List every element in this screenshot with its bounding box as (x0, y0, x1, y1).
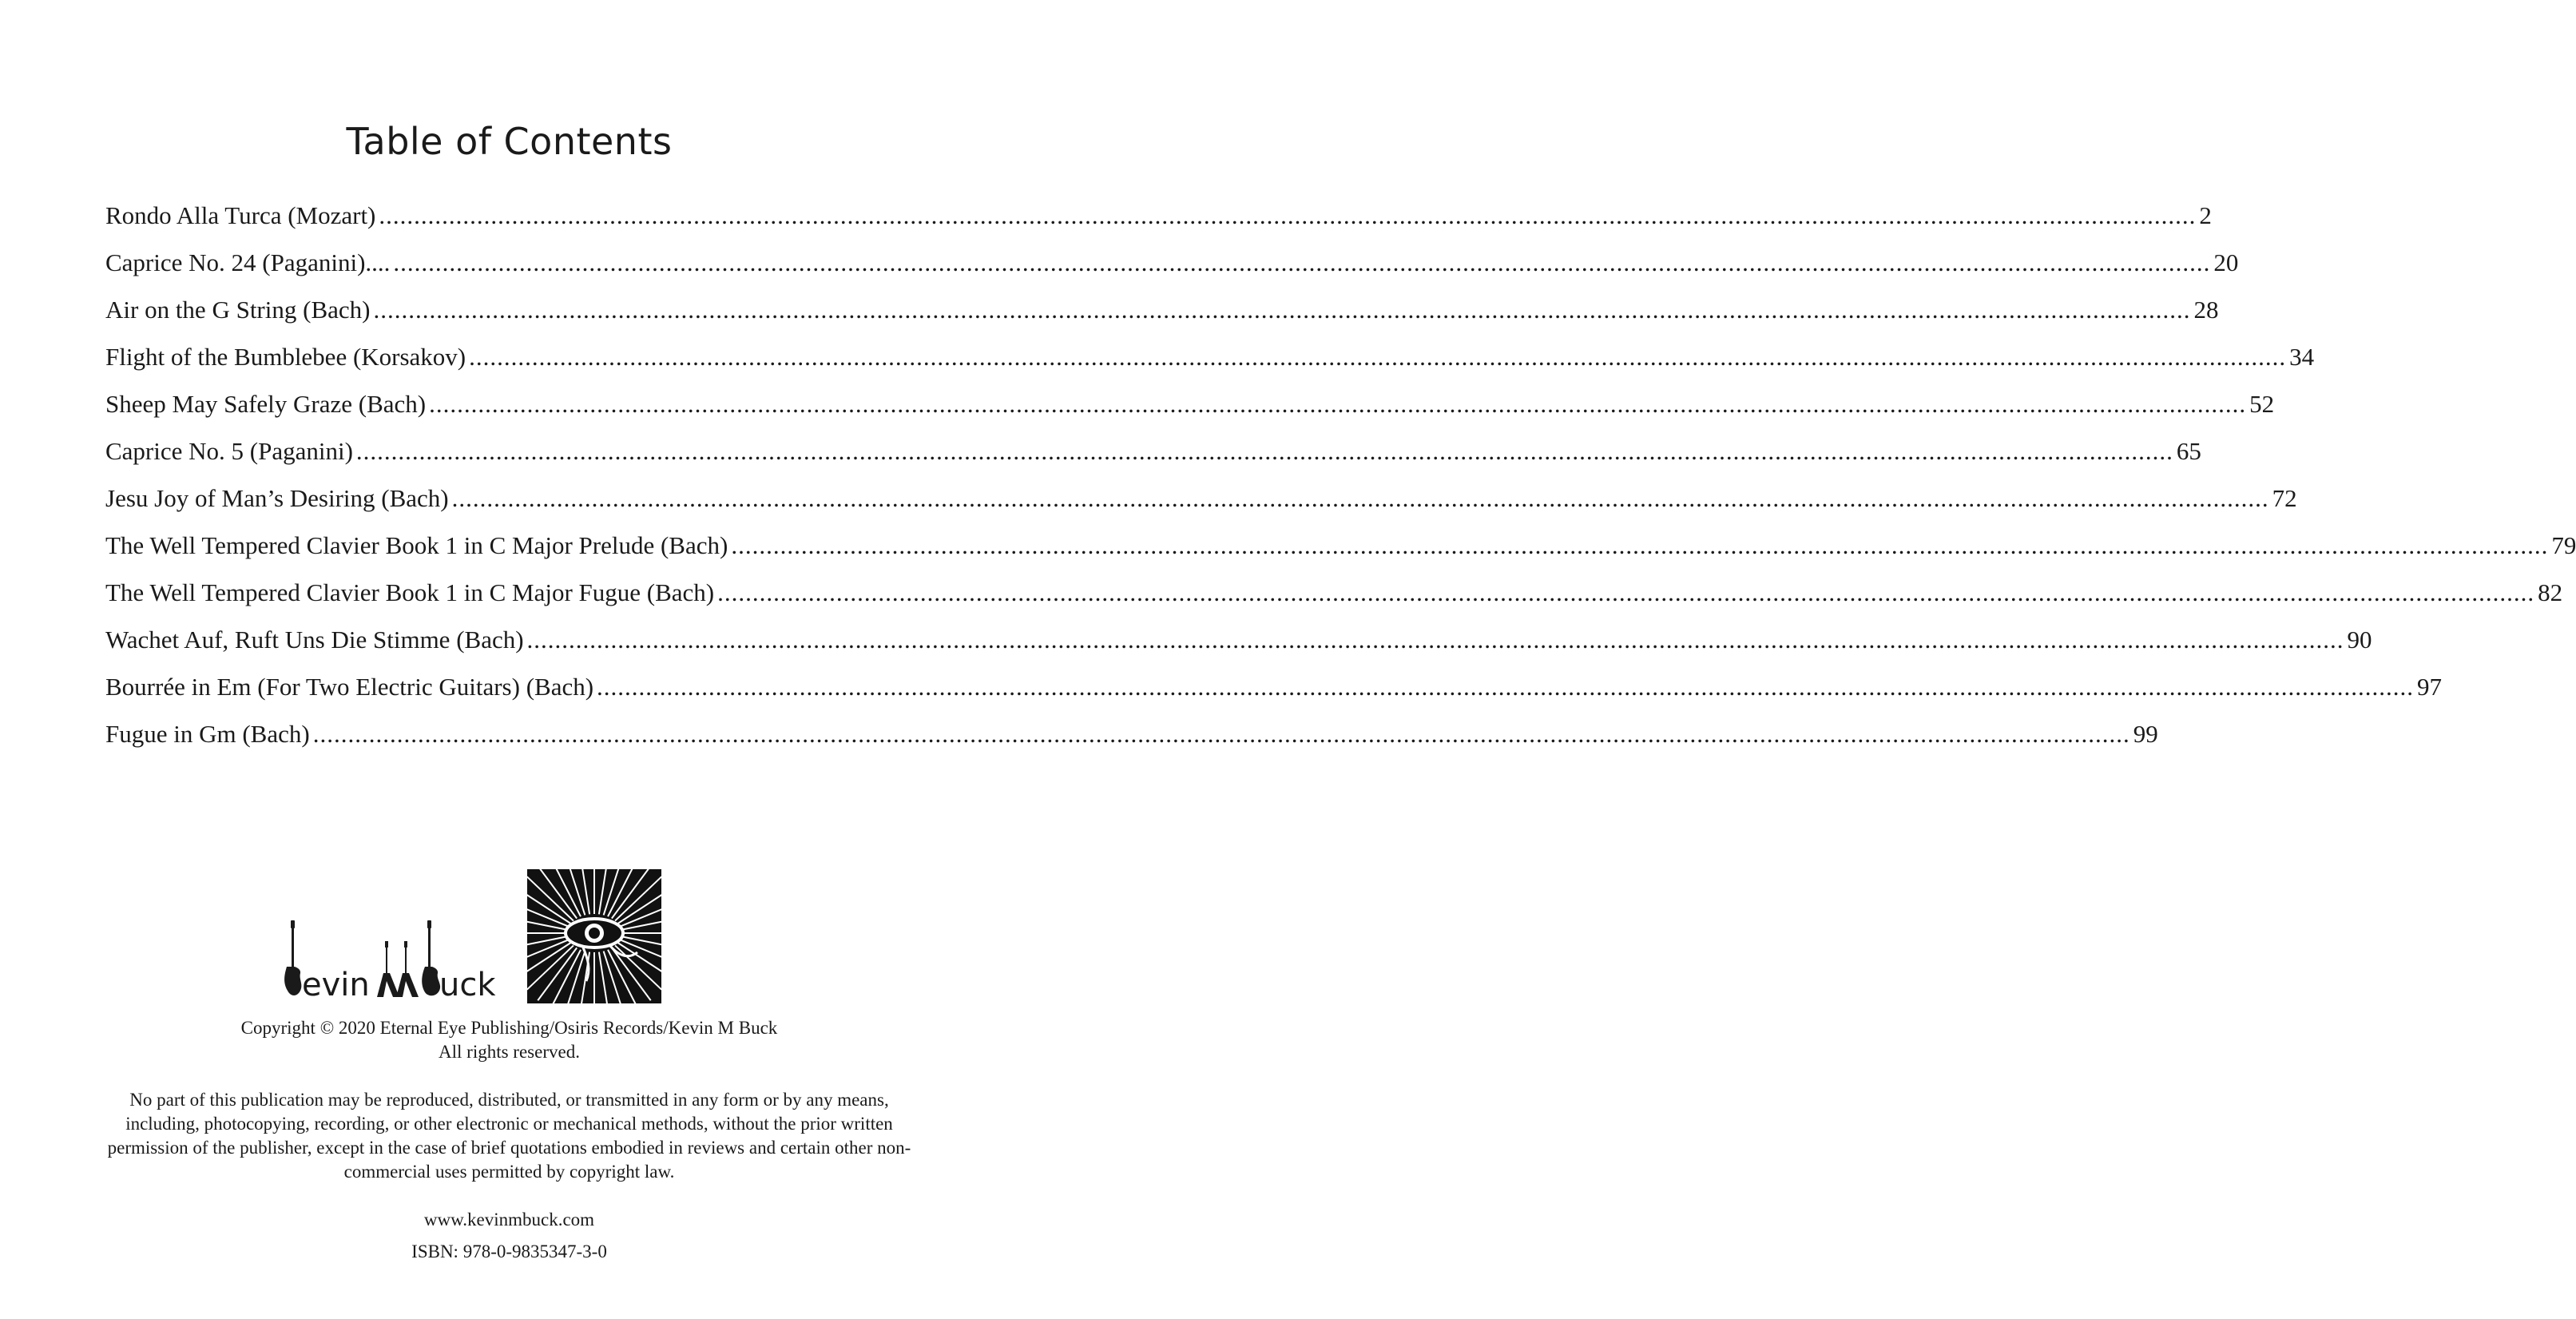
toc-entry-title: Wachet Auf, Ruft Uns Die Stimme (Bach) (105, 626, 524, 654)
toc-entry[interactable] (105, 710, 2158, 757)
toc-dot-leader: .................................................................................................................................................................................................................................................................... (717, 578, 2535, 606)
toc-dot-leader: .................................................................................................................................................................................................................................................................... (379, 201, 2197, 229)
toc-entry-page-number: 72 (2272, 484, 2297, 512)
eye-sunburst-icon (527, 869, 661, 1003)
website-link[interactable]: www.kevinmbuck.com (423, 1210, 595, 1230)
toc-entry-page-number: 28 (2193, 296, 2219, 324)
guitar-icon (422, 920, 440, 995)
toc-dot-leader: .................................................................................................................................................................................................................................................................... (312, 720, 2130, 748)
toc-entry-title: Caprice No. 24 (Paganini).... (105, 248, 391, 276)
toc-dot-leader: .................................................................................................................................................................................................................................................................... (393, 248, 2211, 276)
toc-entry[interactable] (105, 616, 2372, 663)
copyright-line: Copyright © 2020 Eternal Eye Publishing/Osiris Records/Kevin M Buck (240, 1018, 778, 1038)
toc-dot-leader: .................................................................................................................................................................................................................................................................... (451, 484, 2269, 512)
logo-area (283, 869, 666, 1007)
toc-entry-title: Rondo Alla Turca (Mozart) (105, 201, 376, 229)
toc-entry-page-number: 90 (2347, 626, 2372, 654)
toc-dot-leader: .................................................................................................................................................................................................................................................................... (355, 437, 2173, 465)
toc-entry-page-number: 20 (2213, 248, 2239, 276)
toc-entry-title: Jesu Joy of Man’s Desiring (Bach) (105, 484, 449, 512)
isbn-number: ISBN: 978-0-9835347-3-0 (411, 1242, 607, 1261)
guitar-icon (284, 920, 301, 995)
toc-entry[interactable] (105, 522, 2576, 569)
toc-dot-leader: .................................................................................................................................................................................................................................................................... (429, 390, 2247, 418)
toc-entry[interactable] (105, 239, 2239, 286)
svg-text:uck: uck (439, 967, 496, 1003)
guitar-icon (377, 941, 419, 997)
toc-entry-page-number: 79 (2551, 531, 2576, 559)
toc-entry-page-number: 82 (2538, 578, 2563, 606)
page-title: Table of Contents (346, 120, 673, 163)
toc-entry[interactable] (105, 286, 2219, 333)
toc-entry-page-number: 97 (2417, 673, 2443, 701)
toc-entry[interactable] (105, 663, 2443, 710)
toc-entry-title: Caprice No. 5 (Paganini) (105, 437, 353, 465)
toc-entry[interactable] (105, 192, 2212, 239)
toc-dot-leader: .................................................................................................................................................................................................................................................................... (731, 531, 2549, 559)
toc-entry[interactable] (105, 569, 2563, 616)
toc-entry-page-number: 65 (2176, 437, 2201, 465)
toc-entry[interactable] (105, 333, 2315, 380)
toc-entry-page-number: 99 (2133, 720, 2158, 748)
toc-entry[interactable] (105, 380, 2275, 427)
toc-entry-title: The Well Tempered Clavier Book 1 in C Major Fugue (Bach) (105, 578, 715, 606)
svg-text:evin: evin (302, 967, 370, 1003)
toc-entry[interactable] (105, 475, 2297, 522)
copyright-notice (0, 1016, 1018, 1064)
legal-notice: No part of this publication may be reproduced, distributed, or transmitted in any form or by any means, including, photocopying, recording, or other electronic or mechanical methods, without the prior written permission of the publisher, except in the case of brief quotations embodied in reviews and certain other non-commercial uses permitted by copyright law. (107, 1090, 911, 1182)
toc-entry-page-number: 52 (2249, 390, 2275, 418)
rights-reserved-line: All rights reserved. (439, 1042, 580, 1062)
toc-entry-title: Flight of the Bumblebee (Korsakov) (105, 343, 466, 371)
toc-entry-page-number: 34 (2289, 343, 2315, 371)
toc-entry-title: Sheep May Safely Graze (Bach) (105, 390, 427, 418)
toc-entry-page-number: 2 (2199, 201, 2212, 229)
toc-entry-title: Bourrée in Em (For Two Electric Guitars) (Bach) (105, 673, 594, 701)
toc-dot-leader: .................................................................................................................................................................................................................................................................... (597, 673, 2415, 701)
kevin-m-buck-logo (283, 917, 502, 1005)
table-of-contents (105, 192, 2576, 757)
toc-entry-title: The Well Tempered Clavier Book 1 in C Major Prelude (Bach) (105, 531, 728, 559)
toc-dot-leader: .................................................................................................................................................................................................................................................................... (526, 626, 2344, 654)
toc-entry-title: Fugue in Gm (Bach) (105, 720, 310, 748)
toc-entry[interactable] (105, 427, 2201, 475)
toc-entry-title: Air on the G String (Bach) (105, 296, 371, 324)
toc-dot-leader: .................................................................................................................................................................................................................................................................... (469, 343, 2287, 371)
toc-dot-leader: .................................................................................................................................................................................................................................................................... (373, 296, 2191, 324)
